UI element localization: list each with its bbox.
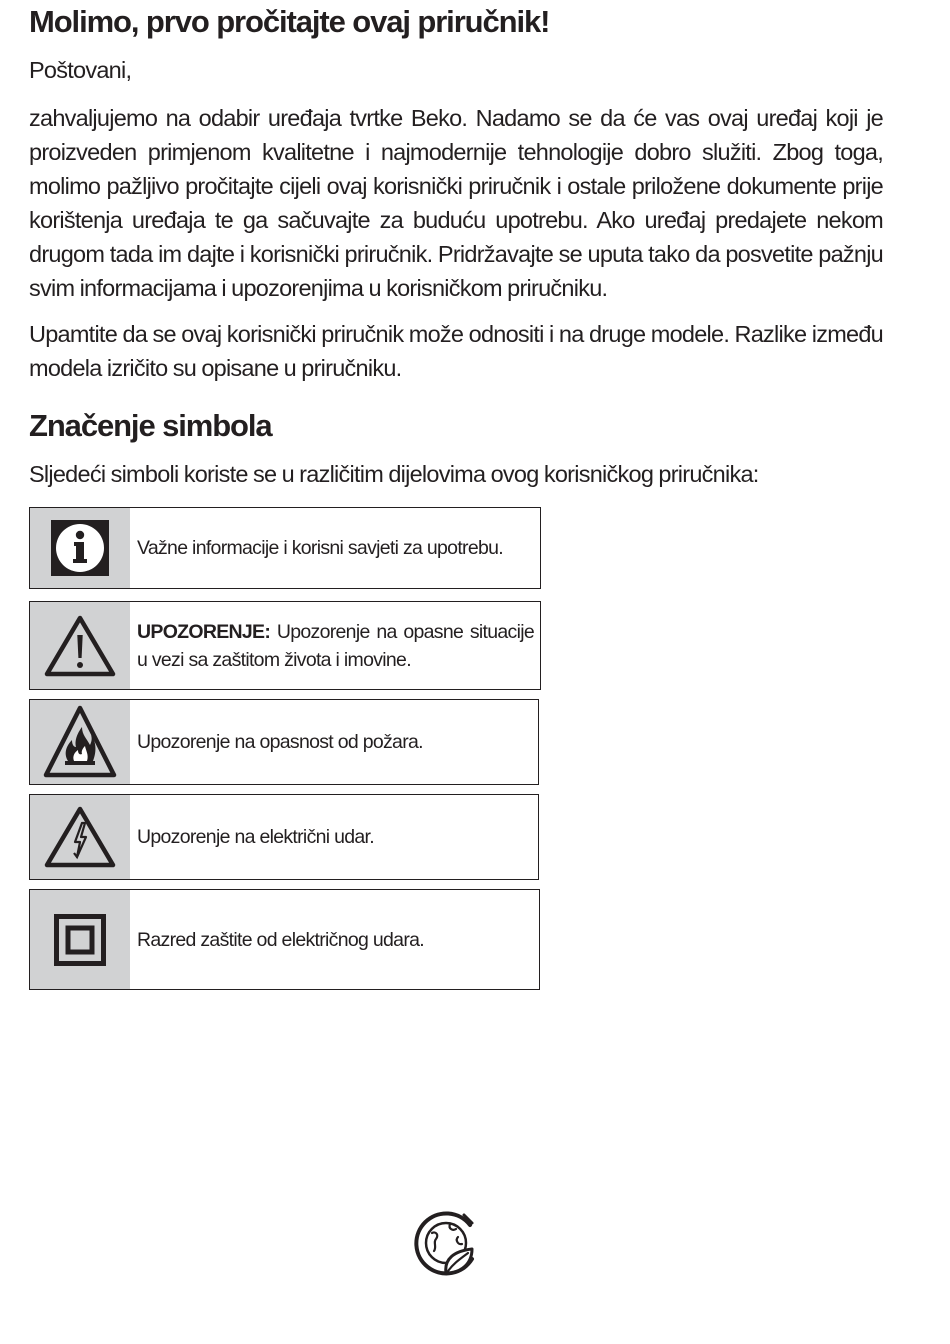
icon-cell [30,795,130,879]
models-note-paragraph: Upamtite da se ovaj korisnički priručnik može odnositi i na druge modele. Razlike između modela izričito su opisane u priručniku. [29,321,883,381]
symbol-description [137,508,534,588]
symbol-row-electric [29,794,539,880]
symbol-description [137,700,532,784]
fire-hazard-icon [43,705,117,779]
symbol-row-warning [29,601,541,690]
electric-shock-icon [44,806,116,868]
symbol-description [137,602,534,689]
icon-cell [30,602,130,689]
symbol-text: Upozorenje na opasnost od požara. [137,731,423,753]
symbol-text: Upozorenje na opasne situacije u vezi sa zaštitom života i imovine. [137,620,534,671]
section-title: Značenje simbola [29,408,272,443]
info-icon [51,520,109,576]
icon-cell [30,890,130,989]
symbol-row-info [29,507,541,589]
page-title: Molimo, prvo pročitajte ovaj priručnik! [29,4,550,39]
symbol-text: Razred zaštite od električnog udara. [137,928,424,951]
symbol-text: Važne informacije i korisni savjeti za upotrebu. [137,537,503,559]
symbol-bold-label: UPOZORENJE: [137,620,271,643]
warning-triangle-icon [44,615,116,677]
symbol-text: Upozorenje na električni udar. [137,826,374,848]
section-intro: Sljedeći simboli koriste se u različitim dijelovima ovog korisničkog priručnika: [29,461,759,487]
greeting: Poštovani, [29,57,132,83]
symbol-description [137,890,533,989]
icon-cell [30,700,130,784]
symbol-description [137,795,532,879]
eco-globe-leaf-icon [412,1207,480,1279]
symbol-row-protection-class [29,889,540,990]
intro-paragraph: zahvaljujemo na odabir uređaja tvrtke Beko. Nadamo se da će vas ovaj uređaj koji je proizveden primjenom kvalitetne i najmodernije tehnologije dobro služiti. Zbog toga, molimo pažljivo pročitajte cijeli ovaj korisnički priručnik i ostale priložene dokumente prije korištenja uređaja te ga sačuvajte za buduću upotrebu. Ako uređaj predajete nekom drugom tada im dajte i korisnički priručnik. Pridržavajte se uputa tako da posvetite pažnju svim informacijama i upozorenjima u korisničkom priručniku. [29,105,883,301]
protection-class-icon [54,914,106,966]
symbol-row-fire [29,699,539,785]
icon-cell [30,508,130,588]
